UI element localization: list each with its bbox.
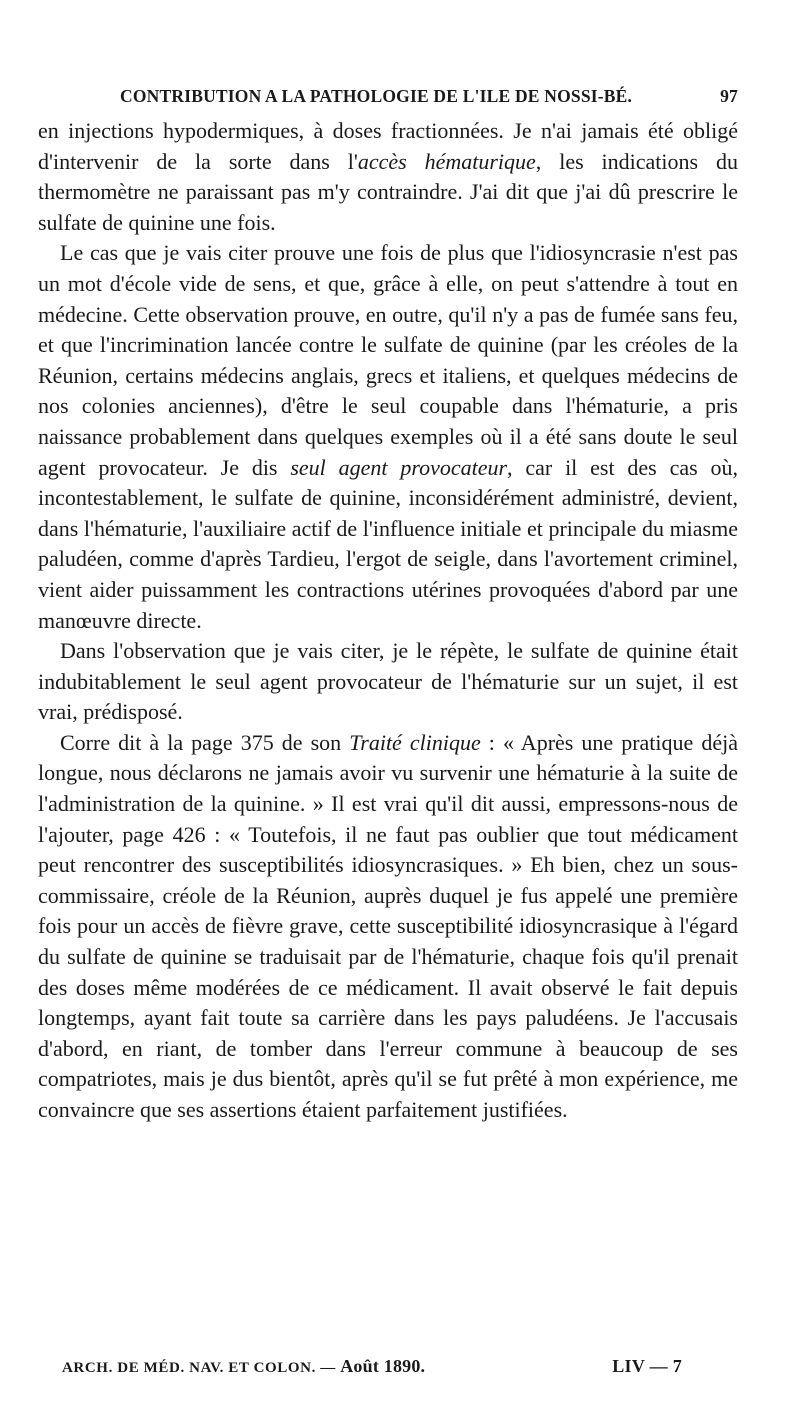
paragraph-3 <box>38 636 738 728</box>
paragraph-1 <box>38 116 738 238</box>
paragraph-4-italic: Traité clinique <box>349 729 481 755</box>
footer-signature: LIV — 7 <box>612 1356 682 1376</box>
paragraph-2-text-a: Le cas que je vais citer prouve une fois de plus que l'idiosyncrasie n'est pas un mot d'école vide de sens, et que, grâce à elle, on peut s'attendre à tout en médecine. Cette observation prouve, en outre, qu'il n'y a pas de fumée sans feu, et que l'incrimination lancée contre le sulfate de quinine (par les créoles de la Réunion, certains médecins anglais, grecs et italiens, et quelques médecins de nos colonies anciennes), d'être le seul coupable dans l'hématurie, a pris naissance probablement dans quelques exemples où il a été sans doute le seul agent provocateur. Je dis <box>38 240 738 480</box>
paragraph-2-italic: seul agent provocateur <box>290 454 508 480</box>
paragraph-4-text-b: : « Après une pratique déjà longue, nous déclarons ne jamais avoir vu survenir une hématurie à la suite de l'administration de la quinine. » Il est vrai qu'il dit aussi, empressons-nous de l'ajouter, page 426 : « Toutefois, il ne faut pas oublier que tout médicament peut rencontrer des susceptibilités idiosyncrasiques. » Eh bien, chez un sous-commissaire, créole de la Réunion, auprès duquel je fus appelé une première fois pour un accès de fièvre grave, cette susceptibilité idiosyncrasique à l'égard du sulfate de quinine se traduisait par de l'hématurie, chaque fois qu'il prenait des doses même modérées de ce médicament. Il avait observé le fait depuis longtemps, ayant fait toute sa carrière dans les pays paludéens. Je l'accusais d'abord, en riant, de tomber dans l'erreur commune à beaucoup de ses compatriotes, mais je dus bientôt, après qu'il se fut prêté à mon expérience, me convaincre que ses assertions étaient parfaitement justifiées. <box>38 729 738 1122</box>
body-text <box>38 116 738 1126</box>
paragraph-4-text-a: Corre dit à la page 375 de son <box>60 729 350 755</box>
paragraph-3-text: Dans l'observation que je vais citer, je le répète, le sulfate de quinine était indubitablement le seul agent provocateur de l'hématurie sur un sujet, il est vrai, prédisposé. <box>38 638 738 725</box>
paragraph-2 <box>38 238 738 636</box>
running-title: CONTRIBUTION A LA PATHOLOGIE DE L'ILE DE NOSSI-BÉ. <box>120 86 633 106</box>
page-footer <box>62 1356 682 1384</box>
paragraph-1-text-a: en injections hypodermiques, à doses fractionnées. Je n'ai jamais été obligé d'intervenir de la sorte dans l' <box>38 118 738 174</box>
paragraph-1-text-b: , les indications du thermomètre ne paraissant pas m'y contraindre. J'ai dit que j'ai dû prescrire le sulfate de quinine une fois. <box>38 148 738 235</box>
paragraph-2-text-b: , car il est des cas où, incontestablement, le sulfate de quinine, inconsidérément administré, devient, dans l'hématurie, l'auxiliaire actif de l'influence initiale et principale du miasme paludéen, comme d'après Tardieu, l'ergot de seigle, dans l'avortement criminel, vient aider puissamment les contractions utérines provoquées d'abord par une manœuvre directe. <box>38 454 738 633</box>
footer-journal-name: ARCH. DE MÉD. NAV. ET COLON. — <box>62 1360 341 1376</box>
page-number: 97 <box>720 86 738 106</box>
running-header <box>108 84 738 114</box>
footer-journal <box>62 1356 425 1377</box>
paragraph-1-italic: accès hématurique <box>357 148 536 174</box>
footer-date: Août 1890. <box>340 1356 426 1376</box>
paragraph-4 <box>38 728 738 1126</box>
